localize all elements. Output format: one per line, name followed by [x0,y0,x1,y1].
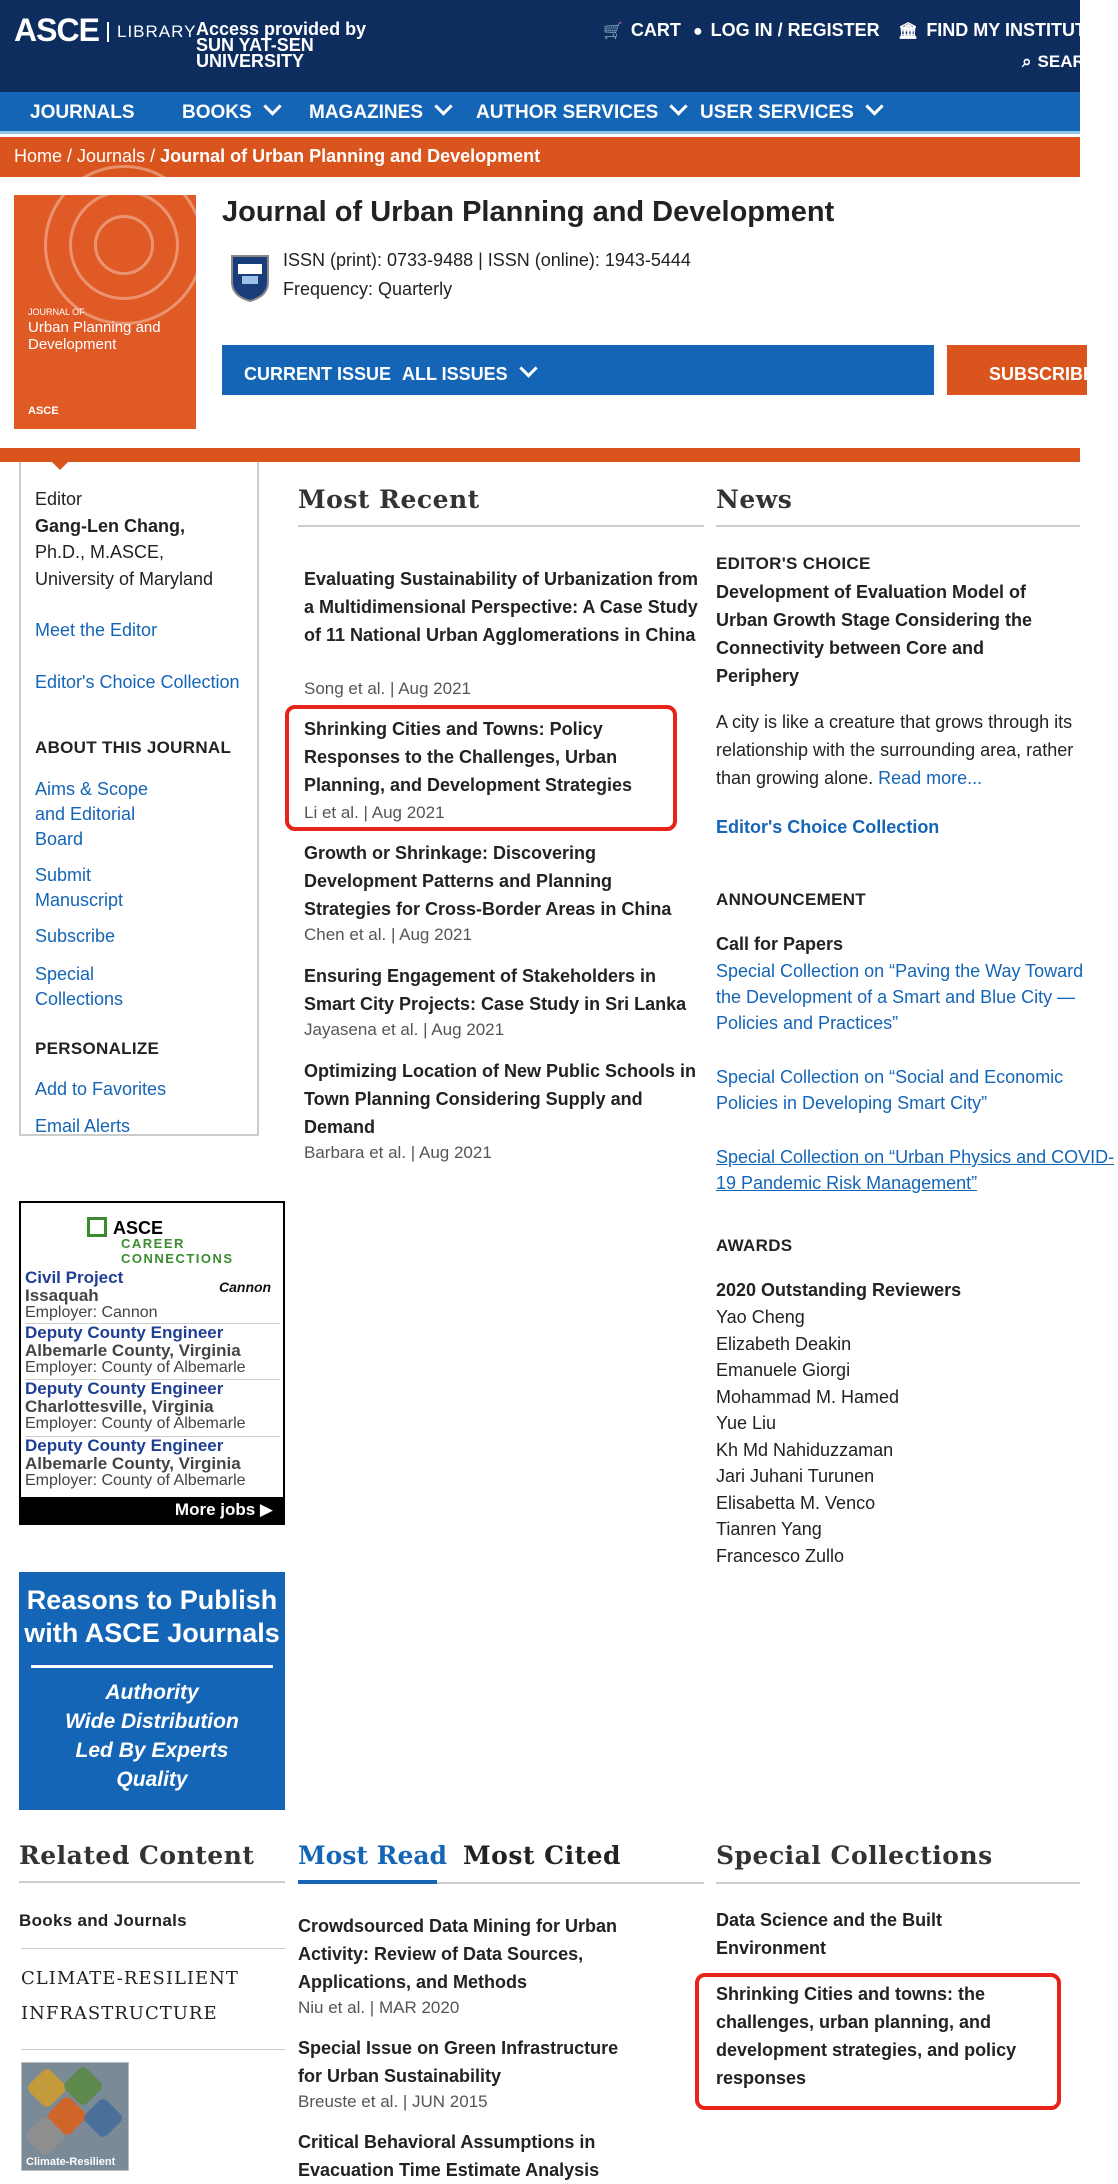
job-employer: Employer: Cannon [25,1304,158,1321]
cart-link[interactable] [603,20,681,41]
article-meta: Chen et al. | Aug 2021 [304,925,472,944]
breadcrumb-home[interactable]: Home [14,146,63,166]
article-title[interactable]: Critical Behavioral Assumptions in Evacuation Time Estimate Analysis [298,2132,600,2180]
reviewer-name: Emanuele Giorgi [716,1360,851,1380]
breadcrumb-current: Journal of Urban Planning and Development [160,146,541,166]
page-title: Journal of Urban Planning and Development [222,196,835,228]
editors-choice-label: EDITOR'S CHOICE [716,554,871,573]
article-title[interactable]: Optimizing Location of New Public Schools in Town Planning Considering Supply and Demand [304,1061,697,1137]
cannon-logo: Cannon [219,1279,272,1295]
aims-line3: Board [35,829,84,849]
all-issues-label: ALL ISSUES [402,364,508,384]
user-icon: ● [693,23,703,40]
link-line: Special Collection on “Urban Physics and COVID- [716,1147,1115,1167]
job-location: Charlottesville, Virginia [25,1397,214,1416]
nav-user-services-label: USER SERVICES [700,102,854,123]
related-content-heading: Related Content [19,1841,255,1870]
link-line: Special Collection on “Social and Economic [716,1067,1064,1087]
job-employer: Employer: County of Albemarle [25,1415,246,1432]
cover-title: Urban Planning and Development [28,319,161,353]
reasons-title-line1: Reasons to Publish [26,1585,278,1615]
tab-most-read[interactable]: Most Read [298,1841,448,1870]
article-meta: Song et al. | Aug 2021 [304,679,471,698]
job-location: Issaquah [25,1286,99,1305]
chevron-down-icon [670,97,688,115]
nav-magazines[interactable] [309,102,450,124]
editor-university: University of Maryland [35,569,214,589]
find-institution-link[interactable] [898,20,1118,41]
nav-books-label: BOOKS [182,102,252,123]
career-logo-text: ASCE [113,1218,164,1238]
career-logo-icon [87,1217,107,1237]
journal-cover[interactable] [14,195,196,429]
job-employer: Employer: County of Albemarle [25,1472,246,1489]
link-line: Special Collection on “Paving the Way Toward [716,961,1084,981]
special-collections-heading: Special Collections [716,1841,993,1870]
nav-author-services[interactable] [476,102,685,124]
job-location: Albemarle County, Virginia [25,1341,241,1360]
reasons-to-publish-banner[interactable] [19,1572,285,1810]
frequency-info: Frequency: Quarterly [283,279,453,299]
institution-icon: 🏛 [898,23,919,40]
reasons-title [19,1584,285,1650]
editor-credentials: Ph.D., M.ASCE, [35,542,165,562]
job-listing[interactable] [25,1323,280,1377]
job-listing[interactable] [25,1436,280,1490]
cover-tile [82,2097,124,2139]
asce-logo[interactable]: ASCE [14,12,99,48]
career-logo [87,1217,283,1266]
reason-item: Quality [116,1768,188,1791]
editors-choice-collection-link[interactable]: Editor's Choice Collection [716,817,940,837]
editor-label: Editor [35,489,83,509]
news-heading: News [716,485,793,514]
subscribe-button[interactable]: SUBSCRIBE [947,345,1087,395]
sidebar-item-subscribe[interactable]: Subscribe [35,926,116,946]
special-line1: Special [35,964,95,984]
cover-ring [94,215,154,275]
career-logo-sub: CAREER CONNECTIONS [121,1236,234,1266]
chevron-down-icon [434,97,452,115]
article-meta: Li et al. | Aug 2021 [304,803,445,822]
nav-user-services[interactable] [700,102,881,124]
breadcrumb: Home / Journals / Journal of Urban Planning and Development [0,137,1080,177]
reason-item: Authority [105,1681,199,1704]
job-title: Deputy County Engineer [25,1323,224,1342]
cart-label: CART [630,20,681,40]
login-link[interactable] [693,20,880,41]
article-title[interactable]: Special Issue on Green Infrastructure for Urban Sustainability [298,2038,619,2086]
book-cover-caption: Climate-Resilient [26,2156,116,2168]
books-journals-label: Books and Journals [19,1911,187,1930]
most-recent-heading: Most Recent [298,485,480,514]
reviewer-name: Mohammad M. Hamed [716,1387,900,1407]
reviewer-name: Francesco Zullo [716,1546,845,1566]
reason-item: Led By Experts [75,1739,229,1762]
highlight-box [695,1973,1061,2110]
login-label: LOG IN / REGISTER [710,20,880,40]
job-listing[interactable] [25,1269,195,1323]
call-for-papers-link[interactable] [716,1064,1063,1116]
reviewer-name: Yao Cheng [716,1307,805,1327]
personalize-heading: PERSONALIZE [35,1039,160,1058]
awards-label: AWARDS [716,1236,793,1255]
editors-choice-link[interactable]: Editor's Choice Collection [35,672,240,692]
climate-line1: CLIMATE-RESILIENT [21,1968,239,1989]
access-line1: Access provided by [196,19,367,39]
tab-most-cited[interactable]: Most Cited [463,1841,622,1870]
job-title: Civil Project [25,1268,124,1287]
link-line: 19 Pandemic Risk Management” [716,1173,978,1193]
search-label: SEARCH [1037,52,1110,71]
sidebar-item-aims[interactable] [35,777,148,852]
reasons-title-line2: with ASCE Journals [24,1618,280,1648]
reviewer-name: Yue Liu [716,1413,777,1433]
submit-line1: Submit [35,865,92,885]
link-line: Policies and Practices” [716,1013,899,1033]
job-title: Deputy County Engineer [25,1436,224,1455]
article-meta: Niu et al. | MAR 2020 [298,1998,460,2017]
link-line: the Development of a Smart and Blue City — [716,987,1076,1007]
article-title[interactable]: Crowdsourced Data Mining for Urban Activity: Review of Data Sources, Applications, and Methods [298,1916,618,1992]
sidebar-item-submit[interactable] [35,863,123,913]
reviewer-name: Jari Juhani Turunen [716,1466,875,1486]
article-meta: Breuste et al. | JUN 2015 [298,2092,488,2111]
reviewer-name: Elizabeth Deakin [716,1334,852,1354]
cover-small-text: JOURNAL OF [28,307,85,317]
news-blurb-text: A city is like a creature that grows through its relationship with the surrounding area, rather than growing alone. [716,712,1074,788]
search-icon: ⌕ [1022,52,1032,71]
cart-icon: 🛒 [603,23,623,40]
reviewer-name: Elisabetta M. Venco [716,1493,876,1513]
issn-info: ISSN (print): 0733-9488 | ISSN (online): 1943-5444 [283,250,691,270]
nav-magazines-label: MAGAZINES [309,102,423,123]
chevron-down-icon [519,359,537,377]
chevron-down-icon [263,97,281,115]
chevron-down-icon [865,97,883,115]
about-heading: ABOUT THIS JOURNAL [35,738,232,757]
divider [437,1882,704,1884]
job-employer: Employer: County of Albemarle [25,1359,246,1376]
editor-name: Gang-Len Chang, [35,516,185,536]
access-provided [196,21,396,69]
announcement-label: ANNOUNCEMENT [716,890,866,909]
awards-title: 2020 Outstanding Reviewers [716,1280,962,1300]
article-meta: Barbara et al. | Aug 2021 [304,1143,492,1162]
call-for-papers: Call for Papers [716,934,844,954]
job-listing[interactable] [25,1379,280,1433]
divider [298,525,704,527]
breadcrumb-journals[interactable]: Journals [77,146,146,166]
nav-author-services-label: AUTHOR SERVICES [476,102,659,123]
read-more-link[interactable]: Read more... [878,768,983,788]
article-title[interactable]: Ensuring Engagement of Stakeholders in Smart City Projects: Case Study in Sri Lanka [304,966,687,1014]
add-favorites-link[interactable]: Add to Favorites [35,1079,167,1099]
email-alerts-link[interactable]: Email Alerts [35,1116,131,1136]
aims-line2: and Editorial [35,804,136,824]
search-link[interactable] [1022,52,1109,72]
book-cover-image[interactable] [21,2062,129,2171]
library-logo[interactable]: LIBRARY [107,22,196,42]
editors-choice-article[interactable]: Development of Evaluation Model of Urban Growth Stage Considering the Connectivity between Core and Periphery [716,582,1033,686]
divider [716,525,1080,527]
reviewer-name: Kh Md Nahiduzzaman [716,1440,894,1460]
reason-item: Wide Distribution [65,1710,239,1733]
climate-line2: INFRASTRUCTURE [21,2003,218,2024]
job-location: Albemarle County, Virginia [25,1454,241,1473]
active-tab-indicator [298,1880,437,1884]
issue-bar [222,345,934,395]
link-line: Policies in Developing Smart City” [716,1093,988,1113]
top-header [0,0,1118,92]
special-line2: Collections [35,989,124,1009]
nav-journals[interactable]: JOURNALS [30,102,135,123]
job-title: Deputy County Engineer [25,1379,224,1398]
divider [31,1665,273,1668]
main-nav [0,92,1080,134]
special-collection-item[interactable]: Shrinking Cities and towns: the challenges, urban planning, and development strategies, and policy responses [716,1984,1017,2088]
more-jobs-button[interactable]: More jobs ▶ [21,1497,283,1523]
climate-resilient-link[interactable] [21,1948,285,2050]
cover-logo: ASCE [28,405,59,417]
access-line2: SUN YAT-SEN UNIVERSITY [196,35,314,71]
divider [0,448,1080,462]
career-ad[interactable] [19,1201,285,1525]
call-for-papers-link[interactable] [716,958,1083,1036]
submit-line2: Manuscript [35,890,124,910]
article-title[interactable]: Growth or Shrinkage: Discovering Development Patterns and Planning Strategies for Cross-Border Areas in China [304,843,672,919]
meet-editor-link[interactable]: Meet the Editor [35,620,158,640]
special-collection-item[interactable]: Data Science and the Built Environment [716,1910,943,1958]
call-for-papers-link[interactable] [716,1144,1114,1196]
tdi-badge-icon [230,254,270,302]
reviewer-name: Tianren Yang [716,1519,822,1539]
article-title[interactable]: Evaluating Sustainability of Urbanization from a Multidimensional Perspective: A Case Study of 11 National Urban Agglomerations in China [304,569,699,645]
find-institution-label: FIND MY INSTITUTION [926,20,1118,40]
divider [716,1882,1080,1884]
highlight-box [285,705,677,831]
news-blurb [716,708,1096,792]
article-meta: Jayasena et al. | Aug 2021 [304,1020,505,1039]
aims-line1: Aims & Scope [35,779,149,799]
sidebar-item-special[interactable] [35,962,123,1012]
all-issues-button[interactable] [402,364,535,385]
article-title[interactable]: Shrinking Cities and Towns: Policy Responses to the Challenges, Urban Planning, and Development Strategies [304,719,633,795]
nav-books[interactable] [182,102,279,124]
current-issue-button[interactable]: CURRENT ISSUE [244,364,392,384]
divider [19,1881,285,1883]
